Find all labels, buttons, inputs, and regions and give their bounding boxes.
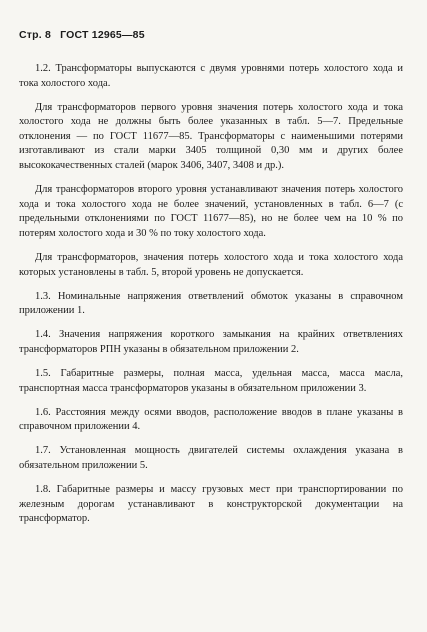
standard-designation: ГОСТ 12965—85 bbox=[60, 29, 145, 41]
paragraph-1-7: 1.7. Установленная мощность двигателей системы охлаждения указана в обязательном приложении 5. bbox=[19, 445, 403, 472]
paragraph-1-6: 1.6. Расстояния между осями вводов, расположение вводов в плане указаны в справочном приложении 4. bbox=[19, 406, 403, 433]
paragraph-1-3: 1.3. Номинальные напряжения ответвлений обмоток указаны в справочном приложении 1. bbox=[19, 290, 403, 317]
page-number: Стр. 8 bbox=[19, 29, 52, 41]
page-header bbox=[19, 29, 151, 41]
paragraph-table-5-note: Для трансформаторов, значения потерь холостого хода и тока холостого хода которых установлены в табл. 5, второй уровень не допускается. bbox=[19, 252, 403, 278]
paragraph-1-4: 1.4. Значения напряжения короткого замыкания на крайних ответвлениях трансформаторов РПН указаны в обязательном приложении 2. bbox=[19, 329, 403, 355]
paragraph-1-8: 1.8. Габаритные размеры и массу грузовых мест при транспортировании по железным дорогам устанавливают в конструкторской документации на трансформатор. bbox=[19, 484, 403, 525]
document-body bbox=[19, 62, 403, 536]
paragraph-1-5: 1.5. Габаритные размеры, полная масса, удельная масса, масса масла, транспортная масса трансформаторов указаны в обязательном приложении 3. bbox=[19, 368, 403, 394]
paragraph-second-level: Для трансформаторов второго уровня устанавливают значения потерь холостого хода и тока холостого хода не более значений, установленных в табл. 6—7 (с предельными отклонениями по ГОСТ 11677—85), но не более чем на 10 % по потерям холостого хода и 30 % по току холостого хода. bbox=[19, 184, 403, 239]
paragraph-1-2: 1.2. Трансформаторы выпускаются с двумя уровнями потерь холостого хода и тока холостого хода. bbox=[19, 63, 403, 89]
paragraph-first-level: Для трансформаторов первого уровня значения потерь холостого хода и тока холостого хода не должны быть более указанных в табл. 5—7. Предельные отклонения — по ГОСТ 11677—85. Трансформаторы с наименьшими потерями изготавливают из стали марки 3405 толщиной 0,30 мм и других более высококачественных сталей (марок 3406, 3407, 3408 и др.). bbox=[19, 101, 403, 172]
